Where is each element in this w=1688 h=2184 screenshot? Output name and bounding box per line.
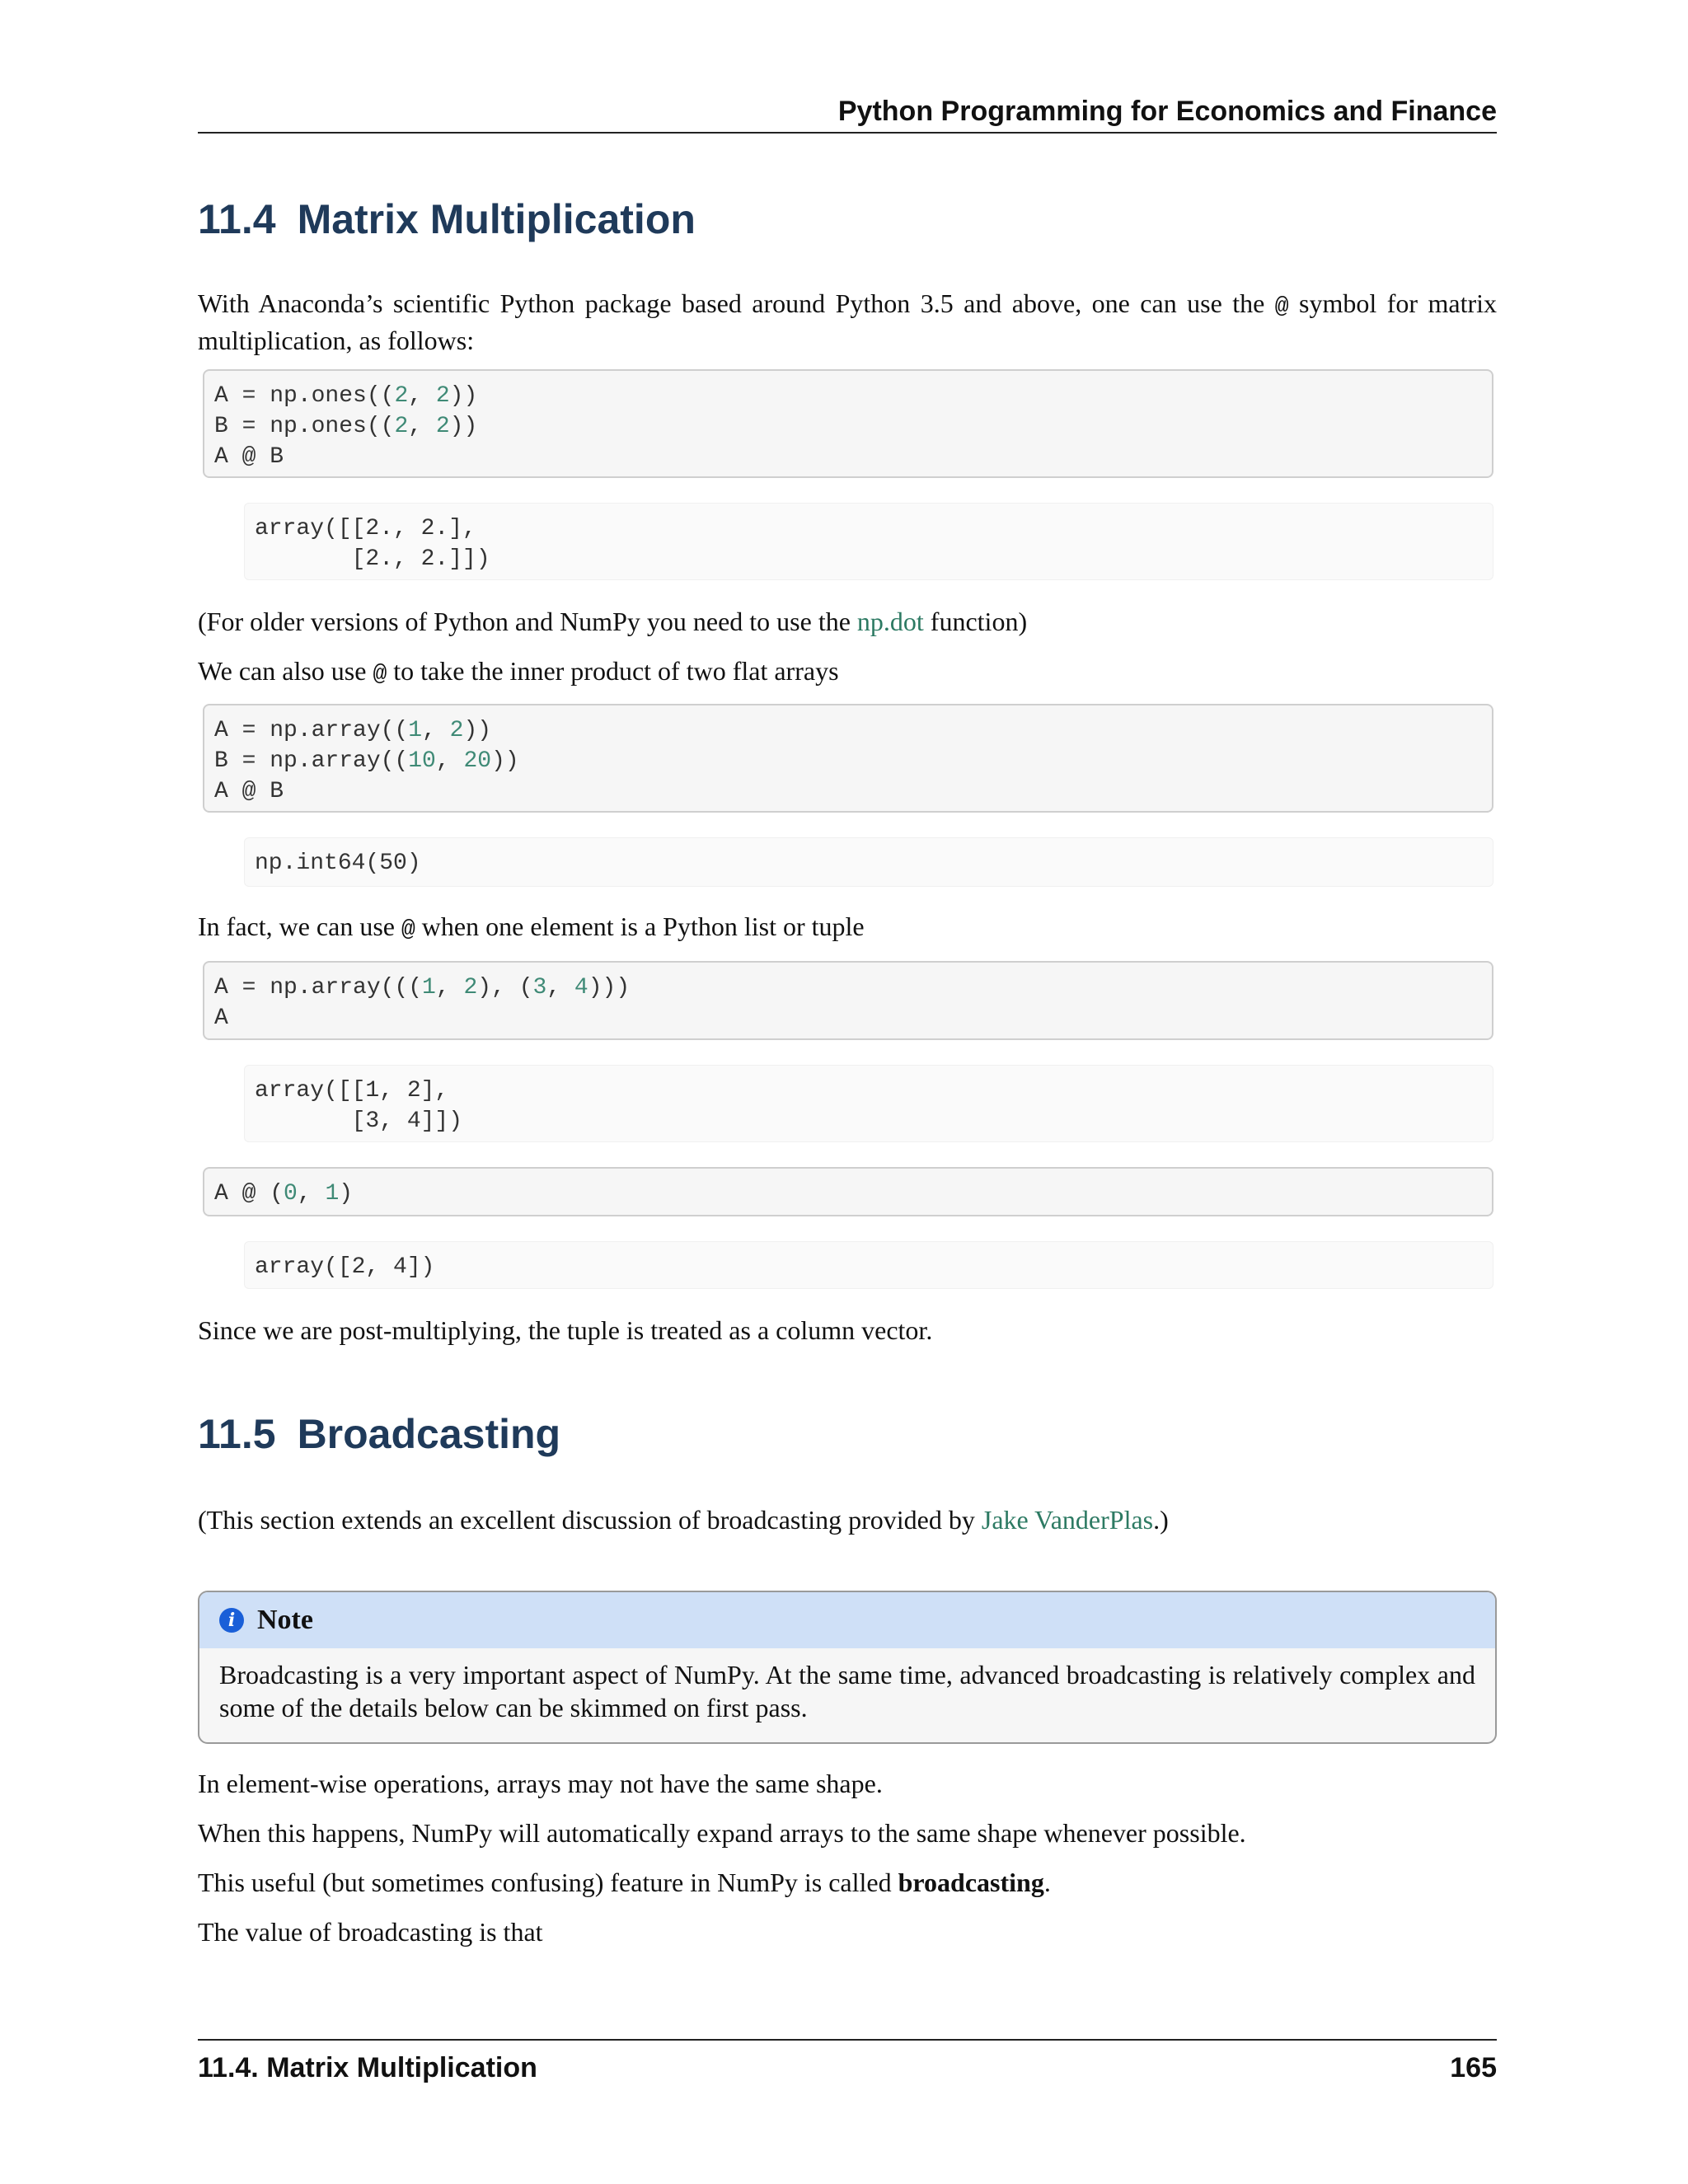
text: This useful (but sometimes confusing) feature in NumPy is called [198, 1868, 898, 1897]
note-title: Note [257, 1605, 313, 1635]
code-text: ) [339, 1181, 354, 1207]
number-literal: 2 [435, 414, 450, 439]
paragraph-broadcasting-source [198, 1503, 1497, 1536]
number-literal: 0 [284, 1181, 298, 1207]
number-literal: 2 [394, 414, 409, 439]
text: function) [923, 607, 1028, 636]
paragraph-column-vector: Since we are post-multiplying, the tuple is treated as a column vector. [198, 1315, 933, 1345]
code-text: A @ ( [214, 1181, 284, 1207]
paragraph-value-of-broadcasting: The value of broadcasting is that [198, 1917, 543, 1947]
note-admonition [198, 1591, 1497, 1744]
number-literal: 20 [463, 748, 492, 774]
number-literal: 2 [435, 383, 450, 409]
inline-code: @ [1274, 294, 1289, 320]
text: In fact, we can use [198, 912, 401, 941]
section-title: Matrix Multiplication [297, 196, 696, 242]
text: With Anaconda’s scientific Python package based around Python 3.5 and above, one can use the [198, 288, 1275, 318]
code-text: A [214, 1005, 228, 1031]
text: to take the inner product of two flat arrays [387, 656, 839, 686]
code-text: , [435, 748, 464, 774]
info-icon: i [219, 1608, 244, 1633]
code-input-4[interactable] [203, 1167, 1493, 1216]
output-text: array([[1, 2], [255, 1078, 449, 1104]
paragraph-broadcasting-term [198, 1866, 1497, 1899]
code-input-3[interactable] [203, 961, 1493, 1040]
number-literal: 10 [408, 748, 436, 774]
text: .) [1153, 1505, 1169, 1535]
number-literal: 3 [532, 975, 547, 1001]
code-text: B = np.ones(( [214, 414, 395, 439]
code-text: A @ B [214, 779, 284, 804]
paragraph-expand-arrays: When this happens, NumPy will automatically expand arrays to the same shape whenever possible. [198, 1818, 1246, 1848]
text: (This section extends an excellent discussion of broadcasting provided by [198, 1505, 982, 1535]
code-text: , [435, 975, 464, 1001]
paragraph-intro [198, 287, 1497, 357]
code-input-2[interactable] [203, 704, 1493, 813]
text: when one element is a Python list or tuple [415, 912, 865, 941]
code-text: , [546, 975, 574, 1001]
jake-vanderplas-link[interactable]: Jake VanderPlas [981, 1505, 1154, 1535]
output-text: array([[2., 2.], [255, 516, 476, 541]
code-output-1 [244, 503, 1493, 580]
output-text: [3, 4]]) [255, 1108, 463, 1134]
number-literal: 1 [422, 975, 436, 1001]
code-text: , [422, 718, 450, 743]
code-text: )) [449, 383, 478, 409]
section-number: 11.5 [198, 1411, 276, 1457]
number-literal: 1 [325, 1181, 340, 1207]
inline-code: @ [401, 917, 415, 943]
code-input-1[interactable] [203, 369, 1493, 478]
bold-term: broadcasting [898, 1868, 1044, 1897]
number-literal: 4 [574, 975, 588, 1001]
running-footer [198, 2039, 1497, 2087]
paragraph-element-wise: In element-wise operations, arrays may not have the same shape. [198, 1769, 883, 1798]
running-header: Python Programming for Economics and Finance [198, 92, 1497, 134]
np-dot-link[interactable]: np.dot [856, 607, 924, 636]
output-text: array([2, 4]) [255, 1254, 435, 1280]
code-output-3 [244, 1065, 1493, 1142]
section-heading-11-5 [198, 1409, 560, 1459]
code-text: ))) [588, 975, 631, 1001]
text: . [1043, 1868, 1051, 1897]
section-number: 11.4 [198, 196, 276, 242]
text: (For older versions of Python and NumPy you need to use the [198, 607, 857, 636]
note-header [199, 1592, 1495, 1648]
code-text: A @ B [214, 444, 284, 470]
code-text: )) [491, 748, 519, 774]
paragraph-np-dot [198, 605, 1497, 638]
paragraph-list-or-tuple [198, 910, 1497, 947]
code-text: A = np.array(( [214, 718, 409, 743]
note-body: Broadcasting is a very important aspect of NumPy. At the same time, advanced broadcasting is relatively complex and some of the details below can be skimmed on first pass. [219, 1660, 1475, 1722]
inline-code: @ [373, 662, 387, 687]
text: We can also use [198, 656, 373, 686]
code-text: , [408, 383, 436, 409]
number-literal: 2 [449, 718, 464, 743]
paragraph-inner-product [198, 654, 1497, 691]
code-text: , [408, 414, 436, 439]
section-title: Broadcasting [297, 1411, 561, 1457]
code-text: , [297, 1181, 326, 1207]
code-output-4 [244, 1241, 1493, 1289]
code-text: A = np.ones(( [214, 383, 395, 409]
page-number: 165 [1450, 2052, 1497, 2083]
code-output-2 [244, 837, 1493, 887]
output-text: [2., 2.]]) [255, 546, 490, 572]
number-literal: 1 [408, 718, 423, 743]
number-literal: 2 [463, 975, 478, 1001]
footer-section: 11.4. Matrix Multiplication [198, 2052, 537, 2083]
output-text: np.int64(50) [255, 851, 421, 876]
code-text: B = np.array(( [214, 748, 409, 774]
section-heading-11-4 [198, 194, 696, 244]
code-text: ), ( [477, 975, 533, 1001]
text: symbol for matrix multiplication, as follows: [198, 288, 1498, 355]
code-text: )) [449, 414, 478, 439]
code-text: )) [463, 718, 492, 743]
number-literal: 2 [394, 383, 409, 409]
page [198, 0, 1497, 2184]
code-text: A = np.array((( [214, 975, 423, 1001]
